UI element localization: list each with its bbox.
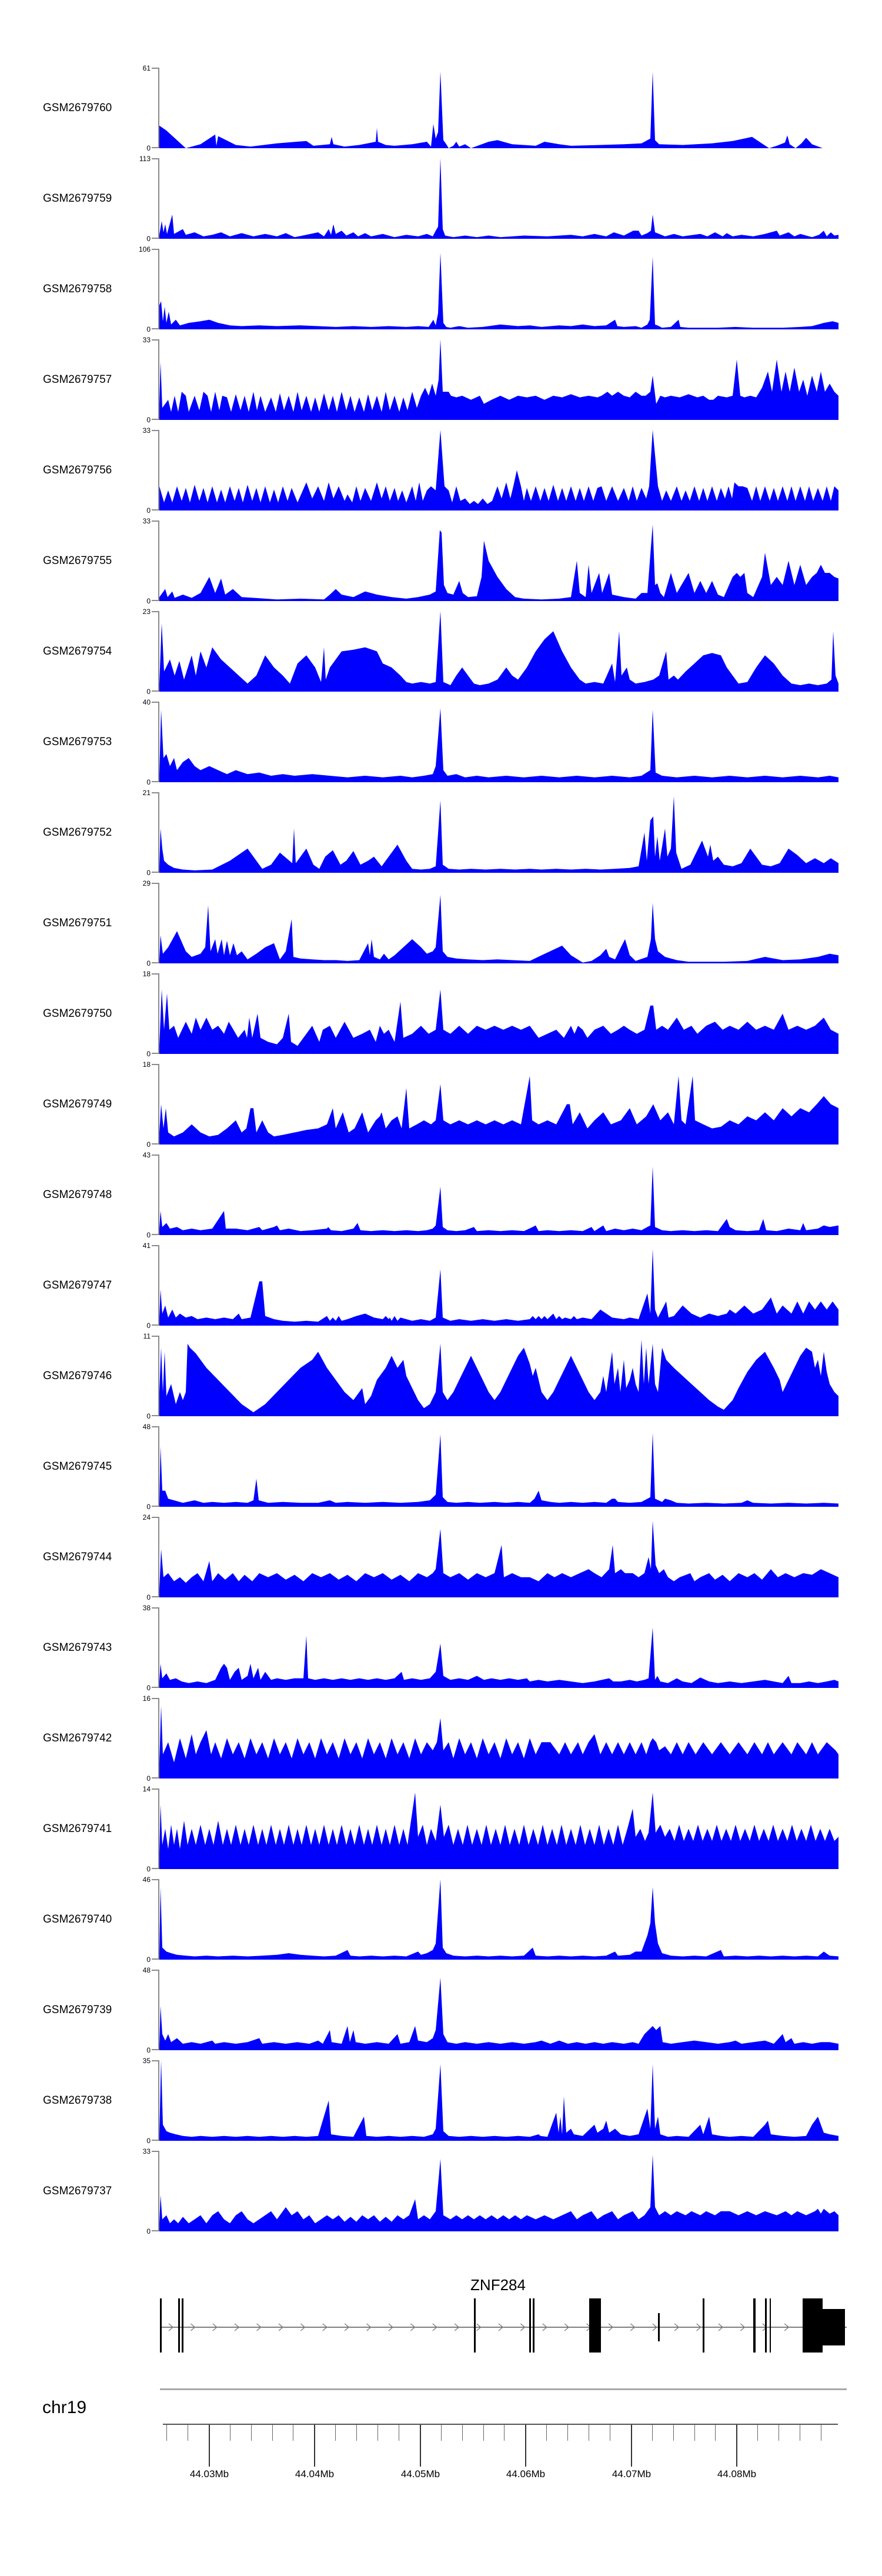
axis-major-tick <box>525 2425 526 2467</box>
y-axis-zero-label: 0 <box>146 325 151 333</box>
exon-block <box>803 2298 823 2353</box>
track-label: GSM2679757 <box>43 373 112 386</box>
y-axis-bottom-tick <box>152 2230 158 2231</box>
track-row <box>0 1876 882 1964</box>
track-label: GSM2679756 <box>43 463 112 476</box>
gene-model-track <box>159 2297 882 2355</box>
exon-block <box>770 2298 771 2353</box>
y-axis-zero-label: 0 <box>146 2137 151 2145</box>
y-axis-zero-label: 0 <box>146 2227 151 2235</box>
y-axis-bottom-tick <box>152 1234 158 1235</box>
y-axis-top-tick <box>152 792 158 793</box>
axis-minor-tick <box>673 2425 674 2441</box>
y-axis-bottom-tick <box>152 1687 158 1688</box>
y-axis-max-label: 33 <box>142 336 151 344</box>
y-axis-top-tick <box>152 2151 158 2152</box>
y-axis-max-label: 41 <box>142 1242 151 1250</box>
axis-tick-label: 44.04Mb <box>295 2468 335 2480</box>
y-axis-top-tick <box>152 158 158 159</box>
track-row <box>0 1332 882 1420</box>
y-axis-bottom-tick <box>152 509 158 510</box>
exon-block <box>823 2309 845 2345</box>
exon-block <box>765 2298 767 2353</box>
axis-major-tick <box>420 2425 421 2467</box>
axis-major-tick <box>209 2425 210 2467</box>
axis-tick-label: 44.07Mb <box>612 2468 652 2480</box>
coverage-area <box>159 611 838 692</box>
track-label: GSM2679759 <box>43 192 112 205</box>
axis-major-tick <box>736 2425 737 2467</box>
track-row <box>0 1604 882 1692</box>
y-axis-zero-label: 0 <box>146 1956 151 1964</box>
y-axis-bottom-tick <box>152 2049 158 2050</box>
y-axis-zero-label: 0 <box>146 1231 151 1239</box>
track-label: GSM2679742 <box>43 1731 112 1744</box>
y-axis-zero-label: 0 <box>146 2046 151 2054</box>
track-label: GSM2679749 <box>43 1097 112 1110</box>
coverage-area <box>159 1426 838 1507</box>
track-row <box>0 1513 882 1601</box>
y-axis-zero-label: 0 <box>146 506 151 515</box>
y-axis-zero-label: 0 <box>146 1593 151 1601</box>
y-axis-top-tick <box>152 430 158 431</box>
track-label: GSM2679755 <box>43 554 112 567</box>
y-axis-max-label: 35 <box>142 2057 151 2065</box>
y-axis-top-tick <box>152 520 158 522</box>
y-axis-max-label: 33 <box>142 426 151 435</box>
y-axis-zero-label: 0 <box>146 959 151 967</box>
y-axis-zero-label: 0 <box>146 1684 151 1692</box>
axis-major-tick <box>631 2425 632 2467</box>
y-axis-zero-label: 0 <box>146 869 151 877</box>
y-axis-top-tick <box>152 1970 158 1971</box>
coverage-area <box>159 1788 838 1869</box>
axis-minor-tick <box>483 2425 484 2441</box>
track-row <box>0 336 882 424</box>
coverage-area <box>159 1879 838 1960</box>
axis-minor-tick <box>356 2425 357 2441</box>
track-label: GSM2679752 <box>43 826 112 839</box>
track-label: GSM2679754 <box>43 645 112 658</box>
y-axis-bottom-tick <box>152 238 158 239</box>
track-label: GSM2679746 <box>43 1369 112 1382</box>
ideogram-line <box>160 2388 847 2390</box>
y-axis-zero-label: 0 <box>146 688 151 696</box>
track-label: GSM2679739 <box>43 2003 112 2016</box>
track-row <box>0 698 882 786</box>
y-axis-zero-label: 0 <box>146 144 151 152</box>
y-axis-top-tick <box>152 1064 158 1065</box>
coverage-area <box>159 1336 838 1416</box>
y-axis-bottom-tick <box>152 1596 158 1597</box>
coverage-area <box>159 520 838 601</box>
track-row <box>0 1423 882 1511</box>
y-axis-top-tick <box>152 883 158 884</box>
y-axis-top-tick <box>152 1788 158 1790</box>
track-row <box>0 789 882 877</box>
track-row <box>0 1060 882 1149</box>
coverage-area <box>159 1607 838 1688</box>
axis-minor-tick <box>377 2425 378 2441</box>
track-row <box>0 2057 882 2145</box>
track-row <box>0 426 882 515</box>
gene-name-label: ZNF284 <box>470 2276 526 2294</box>
y-axis-max-label: 48 <box>142 1423 151 1431</box>
track-row <box>0 245 882 333</box>
y-axis-max-label: 48 <box>142 1966 151 1974</box>
axis-tick-label: 44.08Mb <box>717 2468 757 2480</box>
y-axis-max-label: 21 <box>142 789 151 797</box>
axis-tick-label: 44.03Mb <box>189 2468 229 2480</box>
y-axis-max-label: 33 <box>142 517 151 525</box>
y-axis-top-tick <box>152 339 158 341</box>
track-row <box>0 608 882 696</box>
track-row <box>0 64 882 152</box>
y-axis-max-label: 18 <box>142 970 151 978</box>
exon-block <box>533 2298 534 2353</box>
coverage-area <box>159 2060 838 2141</box>
coverage-area <box>159 339 838 420</box>
axis-minor-tick <box>652 2425 653 2441</box>
track-row <box>0 155 882 243</box>
track-label: GSM2679751 <box>43 916 112 929</box>
track-row <box>0 879 882 967</box>
y-axis-bottom-tick <box>152 1143 158 1144</box>
coverage-area <box>159 973 838 1054</box>
axis-tick-label: 44.05Mb <box>400 2468 440 2480</box>
y-axis-top-tick <box>152 1698 158 1699</box>
y-axis-top-tick <box>152 68 158 69</box>
y-axis-top-tick <box>152 1879 158 1880</box>
axis-major-tick <box>314 2425 315 2467</box>
axis-minor-tick <box>272 2425 273 2441</box>
y-axis-zero-label: 0 <box>146 1140 151 1149</box>
y-axis-max-label: 18 <box>142 1060 151 1069</box>
chromosome-label: chr19 <box>42 2398 87 2417</box>
track-row <box>0 1694 882 1783</box>
axis-minor-tick <box>757 2425 758 2441</box>
track-row <box>0 1785 882 1873</box>
y-axis-bottom-tick <box>152 872 158 873</box>
track-row <box>0 517 882 605</box>
y-axis-top-tick <box>152 702 158 703</box>
exon-block <box>589 2298 601 2353</box>
coverage-area <box>159 1245 838 1326</box>
track-label: GSM2679745 <box>43 1460 112 1473</box>
exon-block <box>658 2313 660 2341</box>
track-label: GSM2679737 <box>43 2184 112 2197</box>
coverage-area <box>159 702 838 782</box>
coverage-area <box>159 2151 838 2231</box>
coverage-area <box>159 1970 838 2050</box>
y-axis-max-label: 43 <box>142 1151 151 1159</box>
genome-axis-track <box>0 2411 882 2505</box>
y-axis-max-label: 46 <box>142 1876 151 1884</box>
y-axis-top-tick <box>152 249 158 250</box>
y-axis-max-label: 24 <box>142 1513 151 1521</box>
exon-block <box>529 2298 531 2353</box>
track-label: GSM2679740 <box>43 1913 112 1926</box>
y-axis-bottom-tick <box>152 1506 158 1507</box>
axis-minor-tick <box>462 2425 463 2441</box>
coverage-area <box>159 1154 838 1235</box>
y-axis-zero-label: 0 <box>146 416 151 424</box>
exon-block <box>703 2298 704 2353</box>
y-axis-top-tick <box>152 973 158 975</box>
y-axis-top-tick <box>152 1154 158 1156</box>
axis-minor-tick <box>567 2425 568 2441</box>
axis-minor-tick <box>166 2425 167 2441</box>
y-axis-top-tick <box>152 1426 158 1427</box>
y-axis-bottom-tick <box>152 147 158 148</box>
axis-minor-tick <box>504 2425 505 2441</box>
track-label: GSM2679753 <box>43 735 112 748</box>
track-label: GSM2679747 <box>43 1279 112 1292</box>
coverage-area <box>159 430 838 510</box>
exon-block <box>178 2298 180 2353</box>
coverage-area <box>159 1698 838 1778</box>
exon-block <box>182 2298 183 2353</box>
y-axis-top-tick <box>152 1245 158 1246</box>
y-axis-max-label: 23 <box>142 608 151 616</box>
y-axis-bottom-tick <box>152 328 158 329</box>
coverage-area <box>159 1517 838 1597</box>
track-label: GSM2679750 <box>43 1007 112 1020</box>
y-axis-bottom-tick <box>152 1415 158 1416</box>
y-axis-bottom-tick <box>152 1958 158 1960</box>
y-axis-zero-label: 0 <box>146 597 151 605</box>
y-axis-bottom-tick <box>152 2140 158 2141</box>
track-label: GSM2679758 <box>43 282 112 295</box>
coverage-area <box>159 68 838 148</box>
y-axis-max-label: 16 <box>142 1694 151 1703</box>
y-axis-max-label: 29 <box>142 879 151 887</box>
track-row <box>0 2147 882 2235</box>
y-axis-zero-label: 0 <box>146 235 151 243</box>
y-axis-zero-label: 0 <box>146 778 151 786</box>
y-axis-bottom-tick <box>152 1868 158 1869</box>
axis-minor-tick <box>715 2425 716 2441</box>
y-axis-zero-label: 0 <box>146 1322 151 1330</box>
y-axis-max-label: 14 <box>142 1785 151 1793</box>
y-axis-bottom-tick <box>152 962 158 963</box>
exon-block <box>474 2298 476 2353</box>
axis-minor-tick <box>441 2425 442 2441</box>
y-axis-bottom-tick <box>152 690 158 692</box>
y-axis-top-tick <box>152 1607 158 1609</box>
y-axis-top-tick <box>152 611 158 612</box>
axis-minor-tick <box>335 2425 336 2441</box>
coverage-area <box>159 1064 838 1144</box>
y-axis-max-label: 106 <box>138 245 151 253</box>
y-axis-max-label: 113 <box>139 155 151 163</box>
y-axis-max-label: 11 <box>143 1332 151 1340</box>
y-axis-max-label: 38 <box>142 1604 151 1612</box>
axis-tick-label: 44.06Mb <box>506 2468 546 2480</box>
track-label: GSM2679744 <box>43 1550 112 1563</box>
exon-block <box>160 2298 162 2353</box>
track-label: GSM2679760 <box>43 101 112 114</box>
y-axis-zero-label: 0 <box>146 1774 151 1783</box>
y-axis-bottom-tick <box>152 419 158 420</box>
y-axis-zero-label: 0 <box>146 1503 151 1511</box>
track-row <box>0 1151 882 1239</box>
coverage-area <box>159 249 838 329</box>
y-axis-top-tick <box>152 1517 158 1518</box>
y-axis-zero-label: 0 <box>146 1865 151 1873</box>
coverage-area <box>159 158 838 239</box>
track-label: GSM2679748 <box>43 1188 112 1201</box>
coverage-area <box>159 792 838 873</box>
track-row <box>0 1242 882 1330</box>
y-axis-zero-label: 0 <box>146 1050 151 1058</box>
track-label: GSM2679743 <box>43 1641 112 1654</box>
axis-minor-tick <box>546 2425 547 2441</box>
y-axis-max-label: 33 <box>142 2147 151 2155</box>
y-axis-bottom-tick <box>152 1777 158 1778</box>
y-axis-top-tick <box>152 2060 158 2061</box>
y-axis-zero-label: 0 <box>146 1412 151 1420</box>
y-axis-max-label: 61 <box>142 64 151 72</box>
y-axis-bottom-tick <box>152 1324 158 1326</box>
y-axis-max-label: 40 <box>142 698 151 706</box>
track-row <box>0 1966 882 2054</box>
axis-minor-tick <box>251 2425 252 2441</box>
y-axis-bottom-tick <box>152 1053 158 1054</box>
axis-minor-tick <box>694 2425 695 2441</box>
track-row <box>0 970 882 1058</box>
y-axis-bottom-tick <box>152 781 158 782</box>
coverage-area <box>159 883 838 963</box>
exon-block <box>753 2298 756 2353</box>
y-axis-bottom-tick <box>152 600 158 601</box>
track-label: GSM2679738 <box>43 2094 112 2107</box>
track-label: GSM2679741 <box>43 1822 112 1835</box>
y-axis-top-tick <box>152 1336 158 1337</box>
